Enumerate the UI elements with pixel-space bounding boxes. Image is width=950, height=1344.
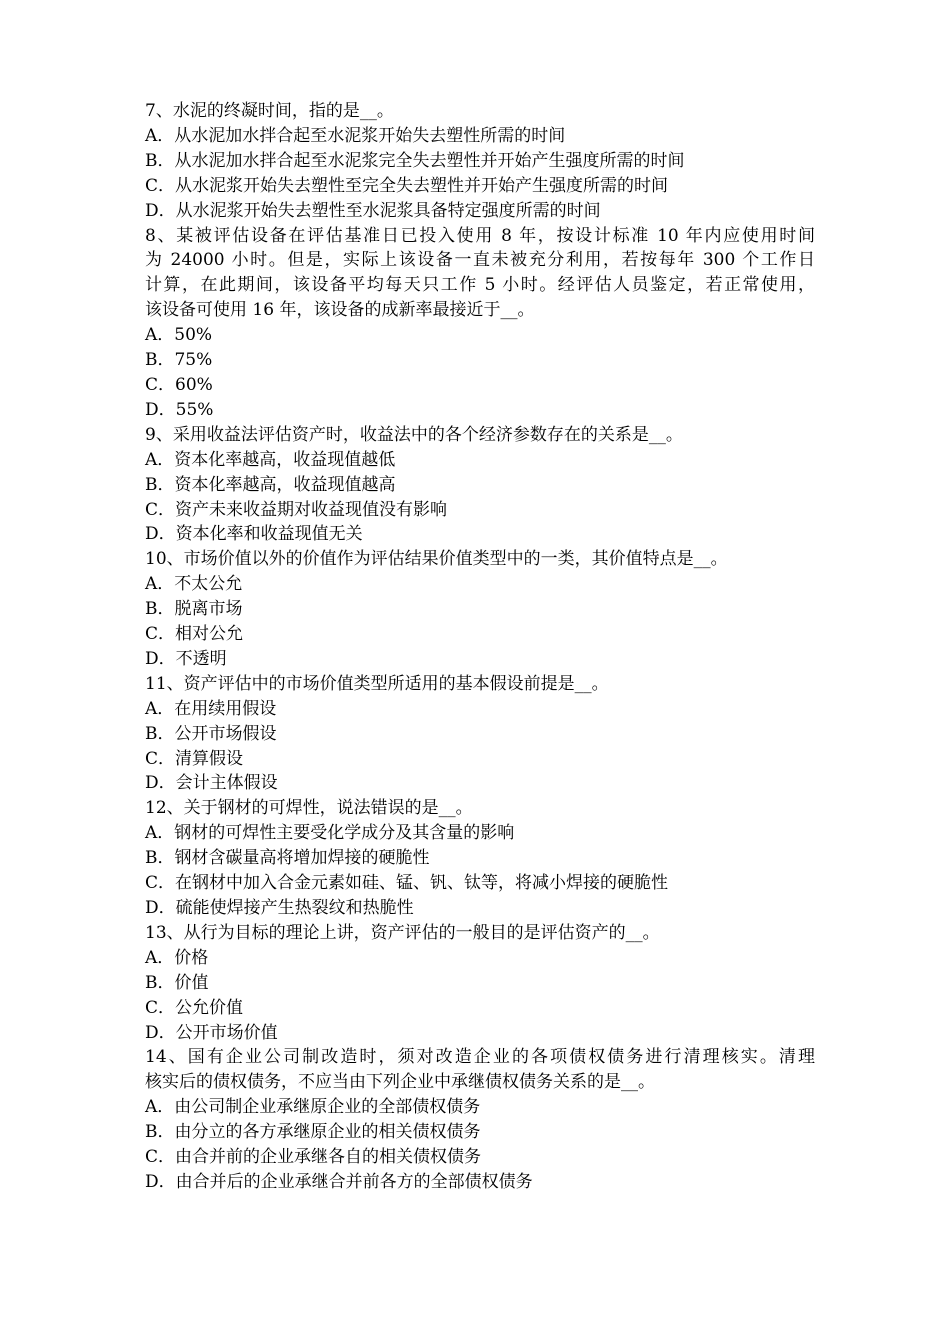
option-b: B．脱离市场 xyxy=(145,599,243,620)
option-d: D．从水泥浆开始失去塑性至水泥浆具备特定强度所需的时间 xyxy=(145,200,601,221)
question-stem xyxy=(145,796,815,821)
question-11 xyxy=(145,672,815,797)
option-b: B．75% xyxy=(145,350,213,371)
question-stem xyxy=(145,99,815,124)
option-b: B．钢材含碳量高将增加焊接的硬脆性 xyxy=(145,848,430,869)
option-a: A．资本化率越高，收益现值越低 xyxy=(145,449,396,470)
question-13 xyxy=(145,921,815,1046)
question-10 xyxy=(145,547,815,672)
stem-line: 10、市场价值以外的价值作为评估结果价值类型中的一类，其价值特点是__。 xyxy=(145,549,728,570)
option-c: C．由合并前的企业承继各自的相关债权债务 xyxy=(145,1147,482,1168)
question-9 xyxy=(145,423,815,548)
option-a: A．价格 xyxy=(145,947,209,968)
stem-line: 12、关于钢材的可焊性，说法错误的是__。 xyxy=(145,798,473,819)
option-c: C．从水泥浆开始失去塑性至完全失去塑性并开始产生强度所需的时间 xyxy=(145,175,669,196)
option-b: B．从水泥加水拌合起至水泥浆完全失去塑性并开始产生强度所需的时间 xyxy=(145,150,685,171)
option-a: A．从水泥加水拌合起至水泥浆开始失去塑性所需的时间 xyxy=(145,125,566,146)
question-12 xyxy=(145,796,815,921)
option-c: C．60% xyxy=(145,374,213,395)
option-a: A．50% xyxy=(145,325,213,346)
option-d: D．55% xyxy=(145,399,214,420)
option-b: B．价值 xyxy=(145,972,209,993)
question-7 xyxy=(145,99,815,224)
question-stem xyxy=(145,672,815,697)
option-b: B．由分立的各方承继原企业的相关债权债务 xyxy=(145,1122,481,1143)
option-d: D．不透明 xyxy=(145,648,227,669)
option-b: B．资本化率越高，收益现值越高 xyxy=(145,474,396,495)
stem-line: 8、某被评估设备在评估基准日已投入使用 8 年，按设计标准 10 年内应使用时间 xyxy=(145,225,815,246)
option-d: D．资本化率和收益现值无关 xyxy=(145,524,363,545)
option-c: C．公允价值 xyxy=(145,997,244,1018)
option-c: C．在钢材中加入合金元素如硅、锰、钒、钛等，将减小焊接的硬脆性 xyxy=(145,873,669,894)
option-d: D．公开市场价值 xyxy=(145,1022,278,1043)
stem-line: 该设备可使用 16 年，该设备的成新率最接近于__。 xyxy=(145,300,535,321)
stem-line: 13、从行为目标的理论上讲，资产评估的一般目的是评估资产的__。 xyxy=(145,922,660,943)
question-stem xyxy=(145,921,815,946)
question-stem xyxy=(145,224,815,324)
option-c: C．资产未来收益期对收益现值没有影响 xyxy=(145,499,448,520)
option-a: A．钢材的可焊性主要受化学成分及其含量的影响 xyxy=(145,823,515,844)
stem-line: 核实后的债权债务，不应当由下列企业中承继债权债务关系的是__。 xyxy=(145,1072,655,1093)
document-page xyxy=(145,99,815,1195)
stem-line: 7、水泥的终凝时间，指的是__。 xyxy=(145,101,394,121)
option-c: C．清算假设 xyxy=(145,748,244,769)
question-14 xyxy=(145,1045,815,1194)
question-stem xyxy=(145,547,815,572)
stem-line: 11、资产评估中的市场价值类型所适用的基本假设前提是__。 xyxy=(145,673,609,694)
stem-line: 为 24000 小时。但是，实际上该设备一直未被充分利用，若按每年 300 个工作日 xyxy=(145,250,815,271)
option-d: D．由合并后的企业承继合并前各方的全部债权债务 xyxy=(145,1171,533,1192)
question-8 xyxy=(145,224,815,423)
stem-line: 计算，在此期间，该设备平均每天只工作 5 小时。经评估人员鉴定，若正常使用， xyxy=(145,275,815,296)
option-a: A．在用续用假设 xyxy=(145,698,277,719)
stem-line: 9、采用收益法评估资产时，收益法中的各个经济参数存在的关系是__。 xyxy=(145,424,683,445)
option-a: A．不太公允 xyxy=(145,574,243,595)
option-d: D．会计主体假设 xyxy=(145,773,278,794)
option-c: C．相对公允 xyxy=(145,624,244,645)
question-stem xyxy=(145,1045,815,1095)
option-a: A．由公司制企业承继原企业的全部债权债务 xyxy=(145,1097,481,1118)
stem-line: 14、国有企业公司制改造时，须对改造企业的各项债权债务进行清理核实。清理 xyxy=(145,1047,815,1068)
option-d: D．硫能使焊接产生热裂纹和热脆性 xyxy=(145,898,414,918)
question-stem xyxy=(145,423,815,448)
option-b: B．公开市场假设 xyxy=(145,723,277,744)
